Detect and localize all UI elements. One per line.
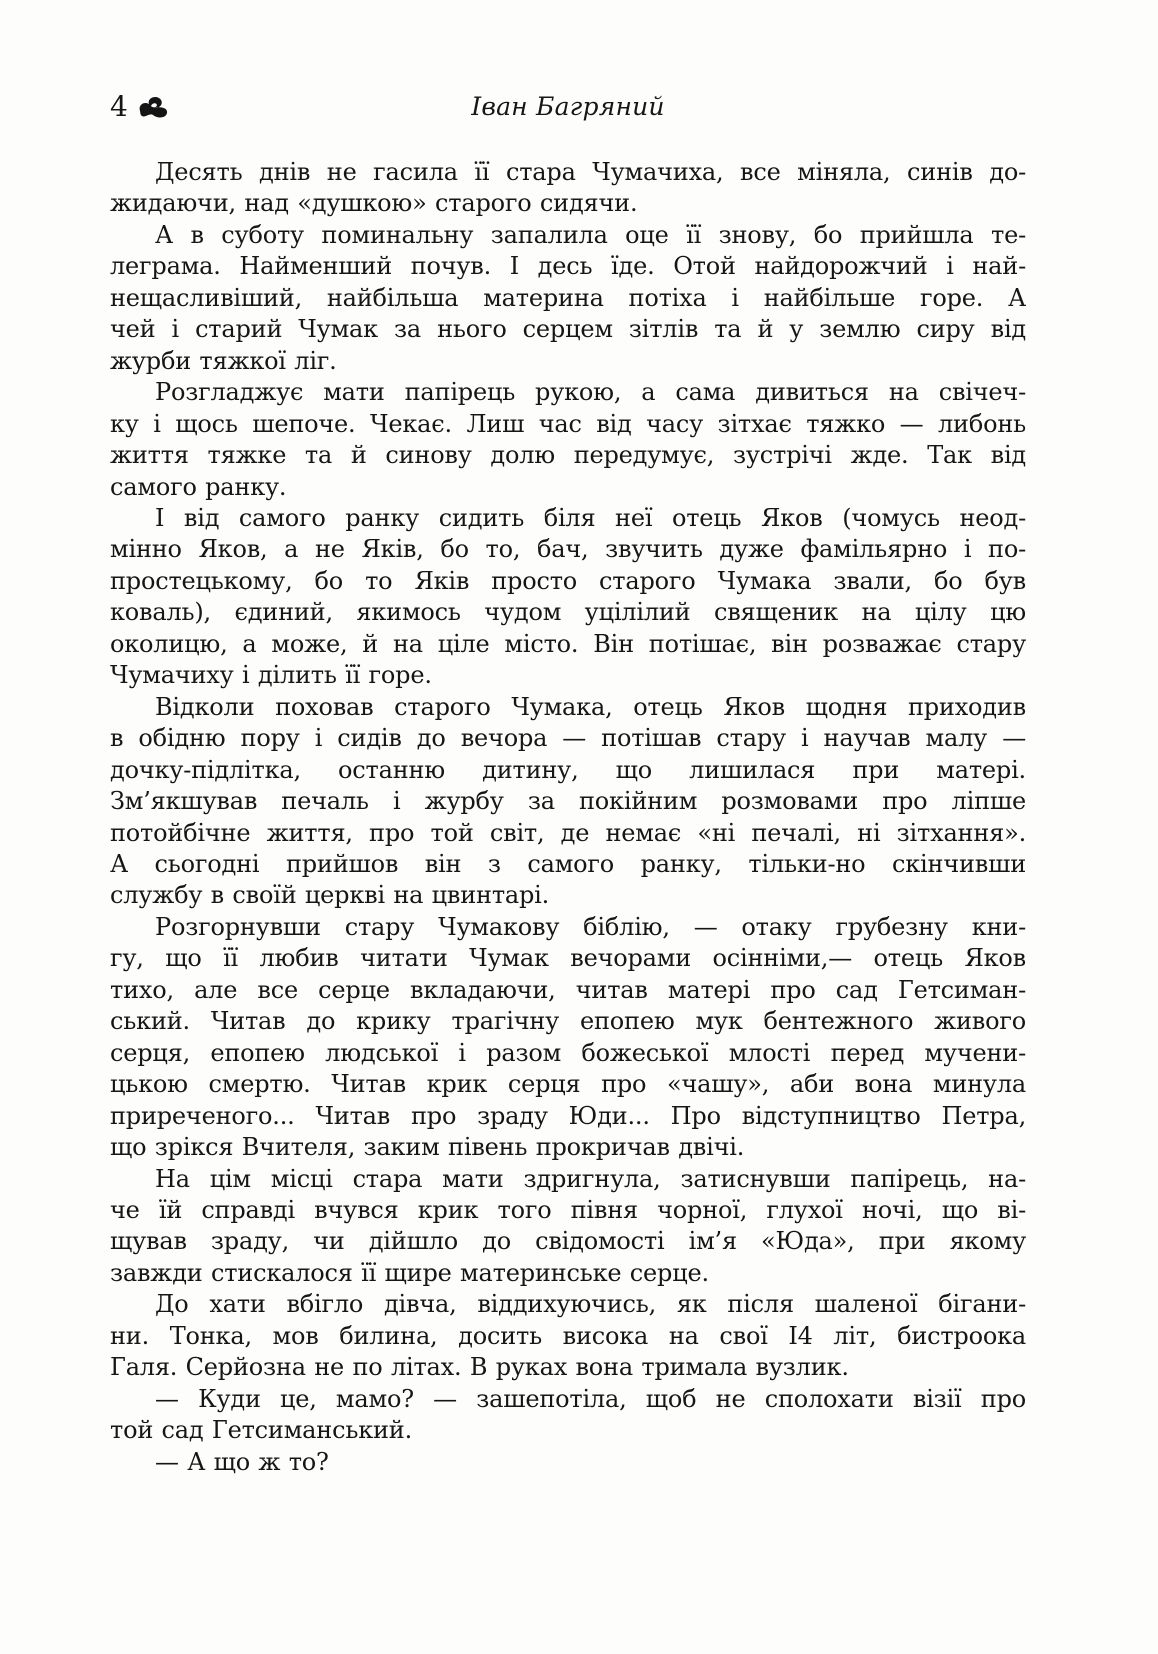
text-line: Чумачиху і ділить її горе. <box>110 661 432 690</box>
paragraph <box>110 157 1026 220</box>
paragraph <box>110 1164 1026 1290</box>
text-line: че їй справді вчувся крик того півня чорної, глухої ночі, що ві- <box>110 1195 1026 1224</box>
running-title: Іван Багряний <box>471 92 665 121</box>
text-line: самого ранку. <box>110 472 287 501</box>
text-line: — Куди це, мамо? — зашепотіла, щоб не сполохати візії про <box>155 1384 1026 1413</box>
text-line: коваль), єдиний, якимось чудом уцілілий священик на цілу цю <box>110 598 1026 627</box>
text-line: ський. Читав до крику трагічну епопею мук бентежного живого <box>110 1007 1026 1036</box>
text-line: Відколи поховав старого Чумака, отець Яков щодня приходив <box>155 692 1026 721</box>
text-line: Розгорнувши стару Чумакову біблію, — отаку грубезну кни- <box>155 912 1026 941</box>
text-line: завжди стискалося її щире материнське серце. <box>110 1258 709 1287</box>
text-line: І від самого ранку сидить біля неї отець Яков (чомусь неод- <box>155 503 1026 532</box>
text-line: в обідню пору і сидів до вечора — потішав стару і научав малу — <box>110 724 1026 753</box>
text-line: простецькому, бо то Яків просто старого Чумака звали, бо був <box>110 566 1026 595</box>
paragraph <box>110 220 1026 377</box>
paragraph <box>110 912 1026 1164</box>
text-body <box>110 157 1026 1478</box>
text-line: дочку-підлітка, останню дитину, що лишилася при матері. <box>110 755 1026 784</box>
text-line: щував зраду, чи дійшло до свідомості ім’я «Юда», при якому <box>110 1227 1026 1256</box>
text-line: серця, епопею людської і разом божеської млості перед мучени- <box>110 1038 1026 1067</box>
text-line: службу в своїй церкві на цвинтарі. <box>110 881 550 910</box>
text-line: — А що ж то? <box>155 1447 329 1476</box>
text-line: життя тяжке та й синову долю передумує, зустрічі жде. Так від <box>110 441 1026 470</box>
paragraph <box>110 1447 1026 1478</box>
text-line: приреченого... Читав про зраду Юди... Про відступництво Петра, <box>110 1101 1026 1130</box>
text-line: що зрікся Вчителя, заким півень прокричав двічі. <box>110 1133 745 1162</box>
text-line: ни. Тонка, мов билина, досить висока на свої І4 літ, бистроока <box>110 1321 1026 1350</box>
paragraph <box>110 503 1026 692</box>
text-line: А сьогодні прийшов він з самого ранку, тільки-но скінчивши <box>110 849 1026 878</box>
text-line: леграма. Найменший почув. І десь їде. Отой найдорожчий і най- <box>110 252 1026 281</box>
text-line: Десять днів не гасила її стара Чумачиха, все міняла, синів до- <box>155 158 1026 186</box>
paragraph <box>110 692 1026 912</box>
text-line: Розгладжує мати папірець рукою, а сама дивиться на свічеч- <box>155 378 1026 407</box>
text-line: околицю, а може, й на ціле місто. Він потішає, він розважає стару <box>110 629 1026 658</box>
text-line: Зм’якшував печаль і журбу за покійним розмовами про ліпше <box>110 787 1026 816</box>
text-line: ку і щось шепоче. Чекає. Лиш час від часу зітхає тяжко — либонь <box>110 409 1026 438</box>
text-line: журби тяжкої ліг. <box>110 346 337 375</box>
text-line: нещасливіший, найбільша материна потіха і найбільше горе. А <box>110 283 1026 312</box>
page-number: 4 <box>110 90 128 123</box>
text-line: цькою смертю. Читав крик серця про «чашу», аби вона минула <box>110 1070 1026 1099</box>
paragraph <box>110 1384 1026 1447</box>
text-line: чей і старий Чумак за нього серцем зітлів та й у землю сиру від <box>110 315 1026 344</box>
text-line: потойбічне життя, про той світ, де немає «ні печалі, ні зітхання». <box>110 818 1026 847</box>
text-line: Галя. Серйозна не по літах. В руках вона тримала вузлик. <box>110 1353 849 1382</box>
text-line: тихо, але все серце вкладаючи, читав матері про сад Гетсиман- <box>110 975 1026 1004</box>
text-line: А в суботу поминальну запалила оце її знову, бо прийшла те- <box>155 220 1026 249</box>
text-line: жидаючи, над «душкою» старого сидячи. <box>110 189 638 218</box>
text-line: На цім місці стара мати здригнула, затиснувши папірець, на- <box>155 1164 1026 1193</box>
text-line: той сад Гетсиманський. <box>110 1416 413 1445</box>
paragraph <box>110 1289 1026 1383</box>
text-line: До хати вбігло дівча, віддихуючись, як після шаленої бігани- <box>155 1290 1026 1319</box>
text-line: гу, що її любив читати Чумак вечорами осінніми,— отець Яков <box>110 944 1026 973</box>
text-line: мінно Яков, а не Яків, бо то, бач, звучить дуже фамільярно і по- <box>110 535 1026 564</box>
page-header <box>110 90 1026 126</box>
paragraph <box>110 377 1026 503</box>
